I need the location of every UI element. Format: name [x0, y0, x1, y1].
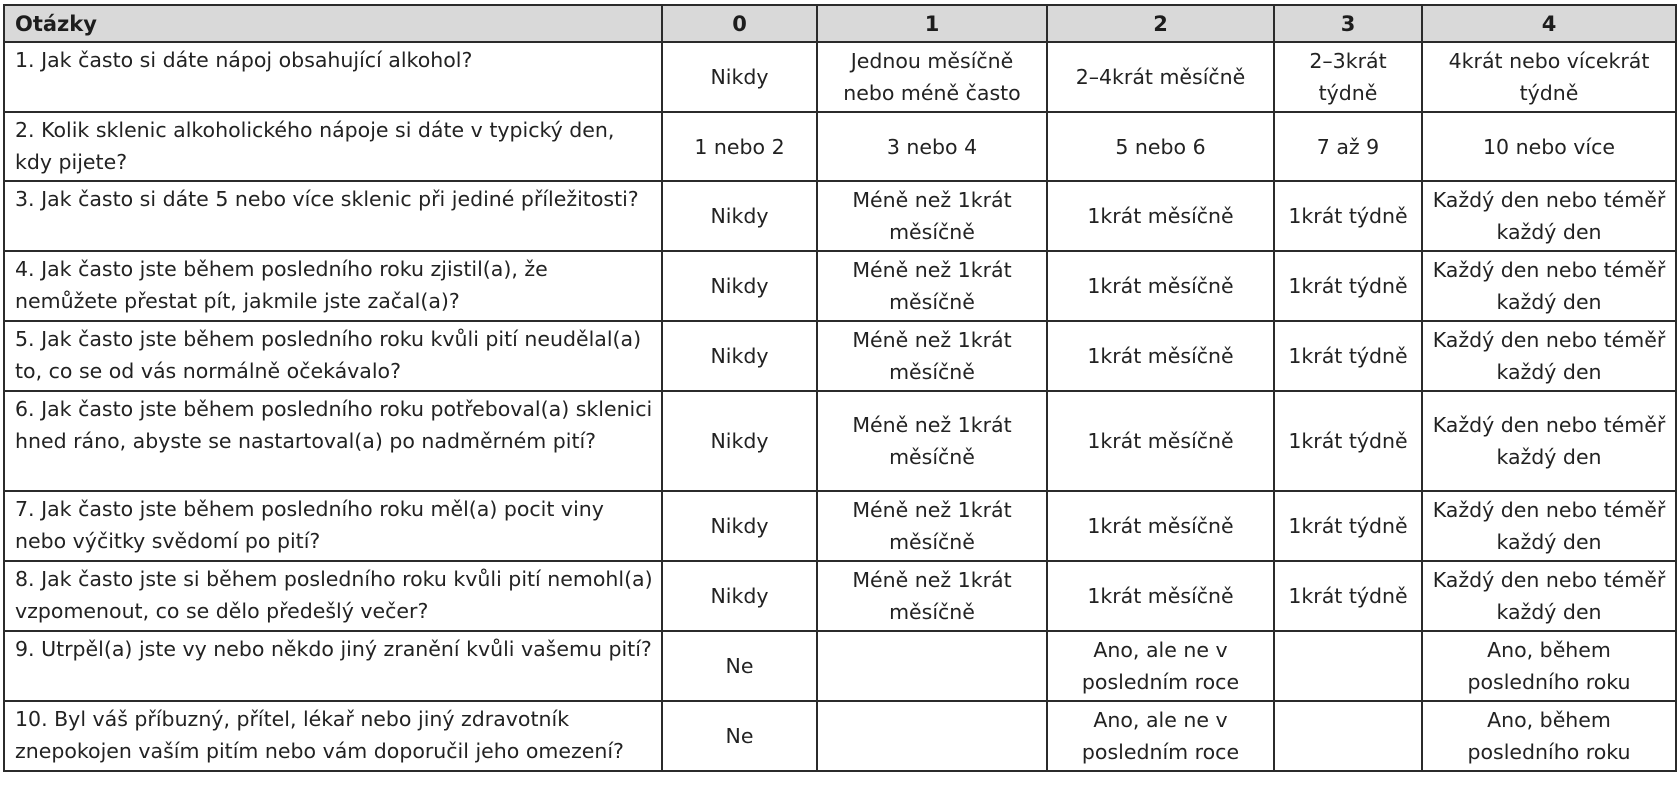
header-score-1: 1 — [817, 5, 1047, 42]
answer-cell-3 — [1274, 631, 1422, 701]
header-row — [4, 5, 1676, 42]
table-row — [4, 321, 1676, 391]
answer-cell-4: Ano, během posledního roku — [1422, 631, 1676, 701]
answer-cell-0: Nikdy — [662, 491, 817, 561]
answer-cell-3: 1krát týdně — [1274, 251, 1422, 321]
answer-cell-2: 5 nebo 6 — [1047, 112, 1274, 181]
table-row — [4, 701, 1676, 771]
answer-cell-2: Ano, ale ne v posledním roce — [1047, 701, 1274, 771]
answer-cell-2: Ano, ale ne v posledním roce — [1047, 631, 1274, 701]
answer-cell-2: 1krát měsíčně — [1047, 181, 1274, 251]
answer-cell-1: 3 nebo 4 — [817, 112, 1047, 181]
answer-cell-0: Ne — [662, 701, 817, 771]
header-score-2: 2 — [1047, 5, 1274, 42]
header-score-0: 0 — [662, 5, 817, 42]
header-score-4: 4 — [1422, 5, 1676, 42]
question-cell: 1. Jak často si dáte nápoj obsahující alkohol? — [4, 42, 662, 112]
answer-cell-4: Každý den nebo téměř každý den — [1422, 561, 1676, 631]
table-row — [4, 251, 1676, 321]
answer-cell-3: 1krát týdně — [1274, 561, 1422, 631]
table-row — [4, 491, 1676, 561]
answer-cell-0: 1 nebo 2 — [662, 112, 817, 181]
answer-cell-1: Méně než 1krát měsíčně — [817, 181, 1047, 251]
answer-cell-0: Ne — [662, 631, 817, 701]
answer-cell-3: 1krát týdně — [1274, 491, 1422, 561]
answer-cell-3: 1krát týdně — [1274, 391, 1422, 491]
question-cell: 9. Utrpěl(a) jste vy nebo někdo jiný zranění kvůli vašemu pití? — [4, 631, 662, 701]
question-cell: 4. Jak často jste během posledního roku zjistil(a), že nemůžete přestat pít, jakmile jste začal(a)? — [4, 251, 662, 321]
answer-cell-0: Nikdy — [662, 321, 817, 391]
answer-cell-4: Každý den nebo téměř každý den — [1422, 321, 1676, 391]
answer-cell-0: Nikdy — [662, 42, 817, 112]
question-cell: 10. Byl váš příbuzný, přítel, lékař nebo jiný zdravotník znepokojen vaším pitím nebo vám doporučil jeho omezení? — [4, 701, 662, 771]
question-cell: 5. Jak často jste během posledního roku kvůli pití neudělal(a) to, co se od vás normálně očekávalo? — [4, 321, 662, 391]
answer-cell-3: 7 až 9 — [1274, 112, 1422, 181]
table-row — [4, 561, 1676, 631]
answer-cell-4: Každý den nebo téměř každý den — [1422, 491, 1676, 561]
table-row — [4, 631, 1676, 701]
answer-cell-3: 1krát týdně — [1274, 321, 1422, 391]
header-score-3: 3 — [1274, 5, 1422, 42]
answer-cell-3: 2–3krát týdně — [1274, 42, 1422, 112]
answer-cell-1 — [817, 701, 1047, 771]
answer-cell-1 — [817, 631, 1047, 701]
answer-cell-3 — [1274, 701, 1422, 771]
question-cell: 8. Jak často jste si během posledního roku kvůli pití nemohl(a) vzpomenout, co se dělo předešlý večer? — [4, 561, 662, 631]
answer-cell-4: Každý den nebo téměř každý den — [1422, 251, 1676, 321]
question-cell: 3. Jak často si dáte 5 nebo více sklenic při jediné příležitosti? — [4, 181, 662, 251]
answer-cell-2: 1krát měsíčně — [1047, 321, 1274, 391]
answer-cell-2: 1krát měsíčně — [1047, 491, 1274, 561]
answer-cell-1: Méně než 1krát měsíčně — [817, 321, 1047, 391]
answer-cell-1: Méně než 1krát měsíčně — [817, 561, 1047, 631]
answer-cell-2: 2–4krát měsíčně — [1047, 42, 1274, 112]
answer-cell-4: Každý den nebo téměř každý den — [1422, 391, 1676, 491]
question-cell: 2. Kolik sklenic alkoholického nápoje si dáte v typický den, kdy pijete? — [4, 112, 662, 181]
answer-cell-2: 1krát měsíčně — [1047, 251, 1274, 321]
answer-cell-0: Nikdy — [662, 251, 817, 321]
question-cell: 6. Jak často jste během posledního roku potřeboval(a) sklenici hned ráno, abyste se nastartoval(a) po nadměrném pití? — [4, 391, 662, 491]
answer-cell-2: 1krát měsíčně — [1047, 391, 1274, 491]
answer-cell-1: Jednou měsíčně nebo méně často — [817, 42, 1047, 112]
answer-cell-4: Ano, během posledního roku — [1422, 701, 1676, 771]
table-row — [4, 181, 1676, 251]
answer-cell-4: 10 nebo více — [1422, 112, 1676, 181]
table-row — [4, 112, 1676, 181]
question-cell: 7. Jak často jste během posledního roku měl(a) pocit viny nebo výčitky svědomí po pití? — [4, 491, 662, 561]
answer-cell-2: 1krát měsíčně — [1047, 561, 1274, 631]
table-row — [4, 42, 1676, 112]
table-row — [4, 391, 1676, 491]
audit-questionnaire-table — [3, 4, 1677, 772]
answer-cell-0: Nikdy — [662, 181, 817, 251]
answer-cell-0: Nikdy — [662, 391, 817, 491]
answer-cell-4: Každý den nebo téměř každý den — [1422, 181, 1676, 251]
answer-cell-1: Méně než 1krát měsíčně — [817, 491, 1047, 561]
header-questions: Otázky — [4, 5, 662, 42]
answer-cell-4: 4krát nebo vícekrát týdně — [1422, 42, 1676, 112]
answer-cell-0: Nikdy — [662, 561, 817, 631]
answer-cell-1: Méně než 1krát měsíčně — [817, 391, 1047, 491]
answer-cell-3: 1krát týdně — [1274, 181, 1422, 251]
answer-cell-1: Méně než 1krát měsíčně — [817, 251, 1047, 321]
